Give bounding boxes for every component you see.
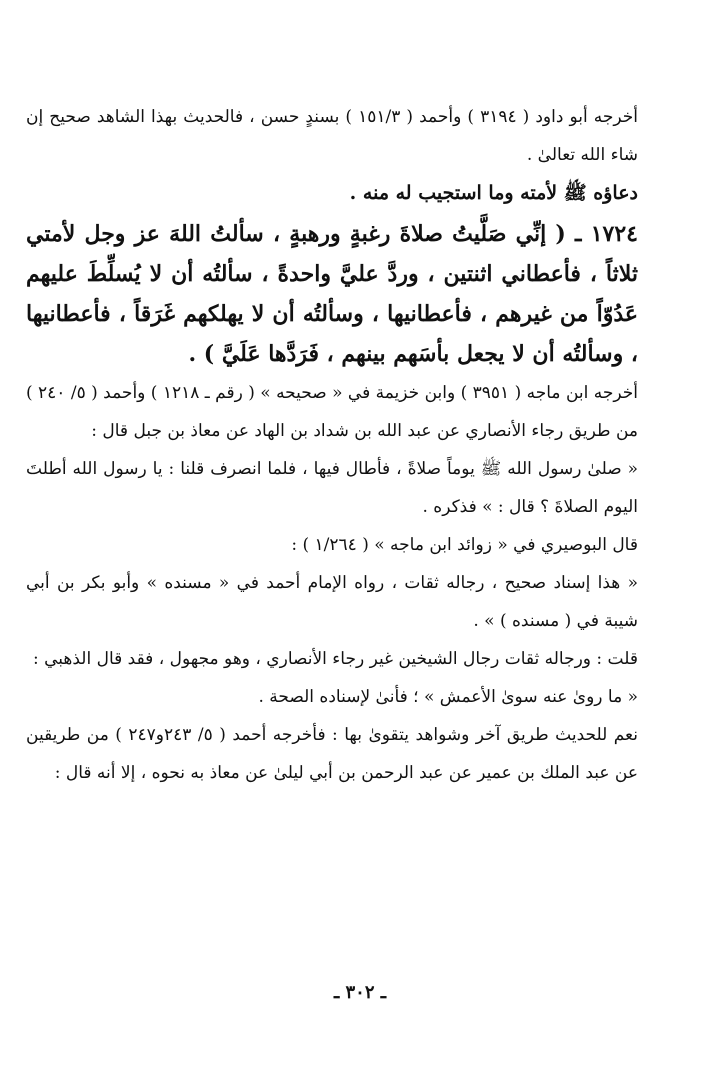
section-heading: دعاؤه ﷺ لأمته وما استجيب له منه .	[349, 182, 638, 204]
takhrij-paragraph: أخرجه ابن ماجه ( ٣٩٥١ ) وابن خزيمة في « صحيحه » ( رقم ـ ١٢١٨ ) وأحمد ( ٥/ ٢٤٠ ) من طريق رجاء الأنصاري عن عبد الله بن شداد بن الهاد عن معاذ بن جبل قال :	[26, 383, 638, 441]
footnote-reference-paragraph: أخرجه أبو داود ( ٣١٩٤ ) وأحمد ( ١٥١/٣ ) بسندٍ حسن ، فالحديث بهذا الشاهد صحيح إن شاء الله تعالىٰ .	[26, 107, 639, 165]
quoted-narration: « صلىٰ رسول الله ﷺ يوماً صلاةً ، فأطال فيها ، فلما انصرف قلنا : يا رسول الله أطلتَ اليوم الصلاةَ ؟ قال : » فذكره .	[26, 459, 638, 517]
additional-route-paragraph: نعم للحديث طريق آخر وشواهد يتقوىٰ بها : فأخرجه أحمد ( ٥/ ٢٤٣و٢٤٧ ) من طريقين عن عبد الملك بن عمير عن عبد الرحمن بن أبي ليلىٰ عن معاذ به نحوه ، إلا أنه قال :	[26, 725, 638, 783]
dhahabi-quote: « ما روىٰ عنه سوىٰ الأعمش » ؛ فأنىٰ لإسناده الصحة .	[258, 687, 638, 707]
page-number: ـ ٣٠٢ ـ	[333, 982, 387, 1003]
hadith-text: ١٧٢٤ ـ ( إنِّي صَلَّيتُ صلاةَ رغبةٍ ورهبةٍ ، سألتُ اللهَ عز وجل لأمتي ثلاثاً ، فأعطاني اثنتين ، وردَّ عليَّ واحدةً ، سألتُه أن لا يُسلِّطَ عليهم عَدُوّاً من غيرهم ، فأعطانيها ، وسألتُه أن لا يهلكهم غَرَقاً ، فأعطانيها ، وسألتُه أن لا يجعل بأسَهم بينهم ، فَرَدَّها عَلَيَّ ) .	[26, 221, 638, 367]
busiri-quote: « هذا إسناد صحيح ، رجاله ثقات ، رواه الإمام أحمد في « مسنده » وأبو بكر بن أبي شيبة في ( مسنده ) » .	[26, 573, 638, 631]
busiri-citation: قال البوصيري في « زوائد ابن ماجه » ( ١/٢٦٤ ) :	[291, 535, 638, 555]
author-comment: قلت : ورجاله ثقات رجال الشيخين غير رجاء الأنصاري ، وهو مجهول ، فقد قال الذهبي :	[32, 649, 638, 669]
